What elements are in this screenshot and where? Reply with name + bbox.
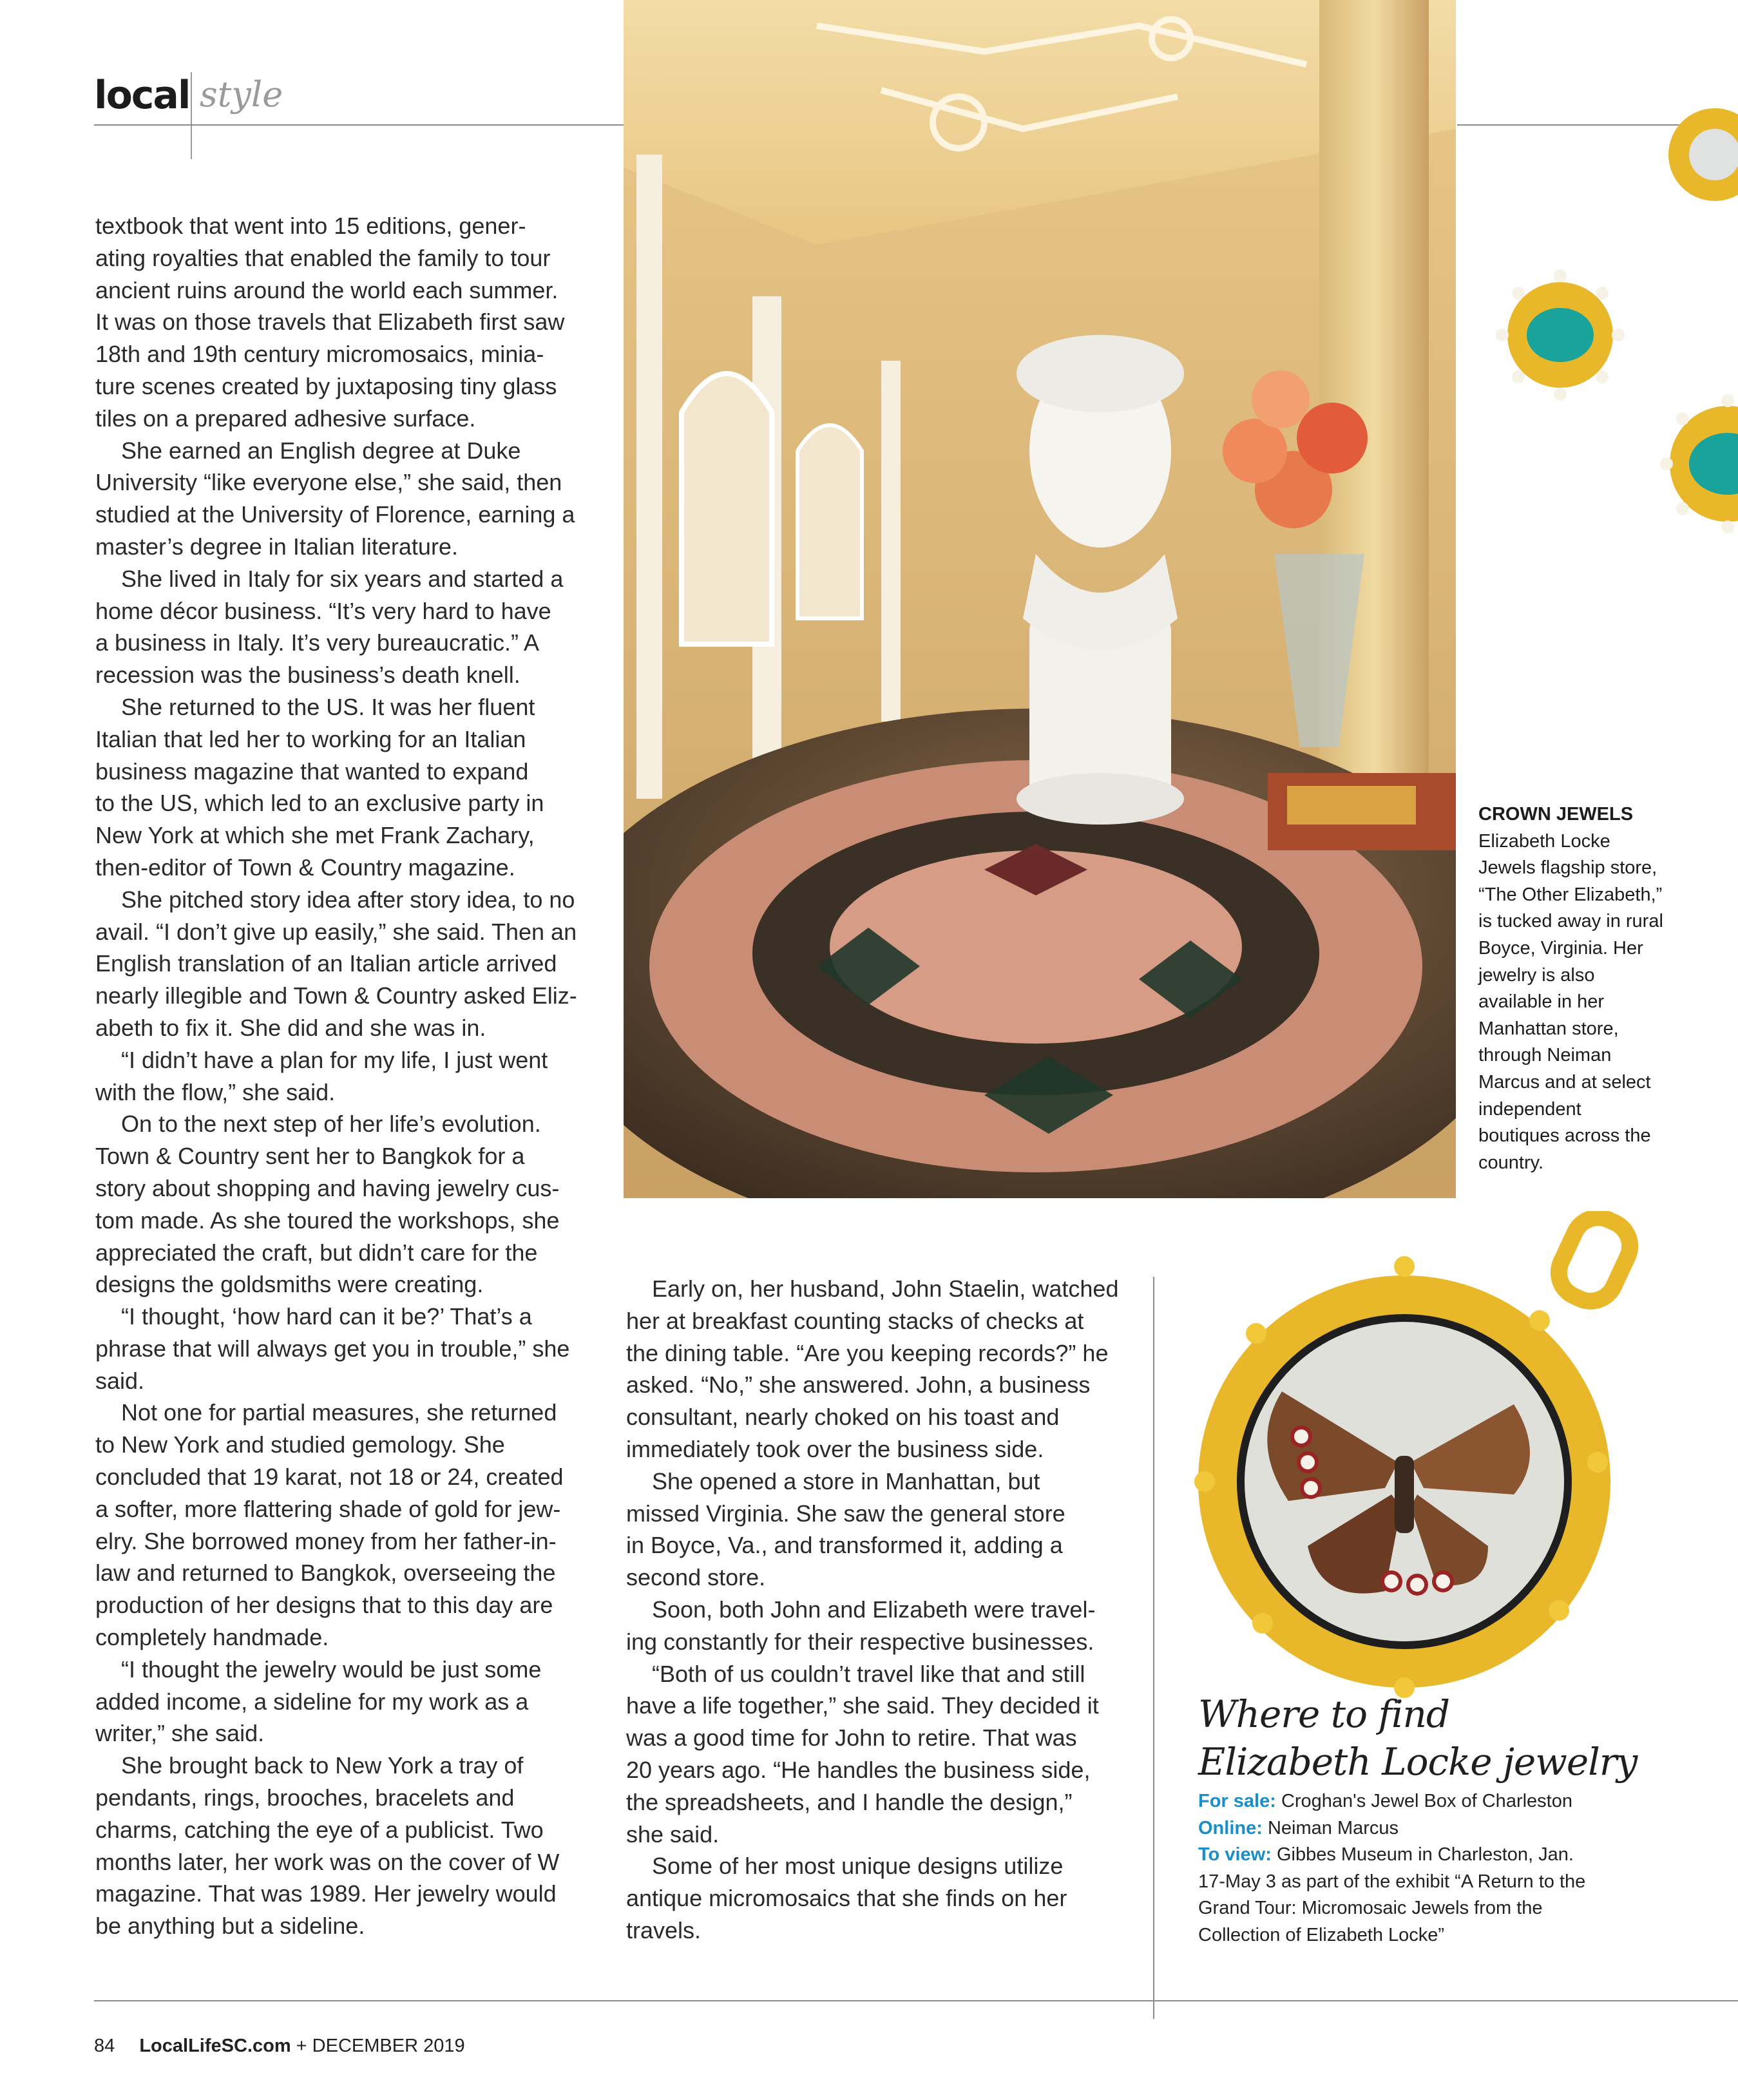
paragraph: She lived in Italy for six years and started a home décor business. “It’s very hard to have a business in Italy. It’s very bureaucratic.” A recession was the business’s death knell. xyxy=(95,565,564,689)
paragraph: textbook that went into 15 editions, gener- ating royalties that enabled the family to tour ancient ruins around the world each summer. It was on those travels that Elizabeth first saw 18th and 19th century micromosaics, minia- ture scenes created by juxtaposing tiny glass tiles on a prepared adhesive surface. xyxy=(95,213,565,432)
sidebar-info xyxy=(1198,1788,1604,1949)
paragraph: “I thought, ‘how hard can it be?’ That’s a phrase that will always get you in trouble,” she said. xyxy=(95,1303,570,1394)
for-sale-value: Croghan's Jewel Box of Charleston xyxy=(1281,1791,1572,1811)
online-value: Neiman Marcus xyxy=(1267,1817,1399,1838)
to-view-value: Gibbes Museum in Charleston, Jan. 17-May 3 as part of the exhibit “A Return to the Grand Tour: Micromosaic Jewels from the Collection of Elizabeth Locke” xyxy=(1198,1844,1586,1945)
paragraph: “Both of us couldn’t travel like that and still have a life together,” she said. They decided it was a good time for John to retire. That was 20 years ago. “He handles the business side, the spreadsheets, and I handle the design,” she said. xyxy=(626,1660,1099,1847)
article-column-1 xyxy=(95,210,598,1942)
paragraph: She returned to the US. It was her fluent Italian that led her to working for an Italian business magazine that wanted to expand to the US, which led to an exclusive party in New York at which she met Frank Zachary, then-editor of Town & Country magazine. xyxy=(95,693,544,881)
footer-separator: + xyxy=(296,2036,307,2056)
sidebar-heading xyxy=(1198,1690,1688,1786)
caption-text: Elizabeth Locke Jewels flagship store, “The Other Elizabeth,” is tucked away in rural Boyce, Virginia. Her jewelry is also available in her Manhattan store, through Neiman Marcus and at select independent boutiques across the country. xyxy=(1478,830,1663,1173)
main-photo xyxy=(624,0,1456,1198)
paragraph: Some of her most unique designs utilize antique micromosaics that she finds on her travels. xyxy=(626,1853,1067,1943)
section-name: style xyxy=(200,74,283,115)
for-sale-line xyxy=(1198,1788,1604,1815)
paragraph: Early on, her husband, John Staelin, watched her at breakfast counting stacks of checks at the dining table. “Are you keeping records?” he asked. “No,” she answered. John, a business consultant, nearly choked on his toast and immediately took over the business side. xyxy=(626,1275,1119,1462)
site-name: LocalLifeSC.com xyxy=(139,2036,291,2056)
sidebar-heading-line: Elizabeth Locke jewelry xyxy=(1198,1740,1638,1784)
logo-divider xyxy=(191,72,192,159)
footer-rule xyxy=(94,2000,1738,2001)
paragraph: She pitched story idea after story idea, to no avail. “I don’t give up easily,” she said. Then an English translation of an Italian article arrived nearly illegible and Town & Country asked Eliz- abeth to fix it. She did and she was in. xyxy=(95,886,577,1041)
caption-title: CROWN JEWELS xyxy=(1478,804,1634,825)
photo-caption xyxy=(1478,801,1665,1176)
earrings-photo xyxy=(1457,103,1738,548)
pendant-photo xyxy=(1179,1211,1656,1701)
page-number: 84 xyxy=(94,2036,115,2056)
paragraph: On to the next step of her life’s evolution. Town & Country sent her to Bangkok for a story about shopping and having jewelry cus- tom made. As she toured the workshops, she appreciated the craft, but didn’t care for the designs the goldsmiths were creating. xyxy=(95,1111,560,1298)
brand-logo: local xyxy=(94,73,190,118)
page-footer xyxy=(94,2036,465,2057)
header-rule xyxy=(94,124,624,126)
article-column-2 xyxy=(626,1273,1122,1947)
paragraph: “I thought the jewelry would be just some added income, a sideline for my work as a writer,” she said. xyxy=(95,1656,542,1747)
paragraph: She earned an English degree at Duke University “like everyone else,” she said, then studied at the University of Florence, earning a master’s degree in Italian literature. xyxy=(95,437,575,560)
paragraph: “I didn’t have a plan for my life, I just went with the flow,” she said. xyxy=(95,1046,548,1105)
paragraph: Soon, both John and Elizabeth were travel- ing constantly for their respective businesses. xyxy=(626,1596,1096,1655)
for-sale-label: For sale: xyxy=(1198,1791,1276,1811)
paragraph: Not one for partial measures, she returned to New York and studied gemology. She concluded that 19 karat, not 18 or 24, created a softer, more flattering shade of gold for jew- elry. She borrowed money from her father-in- law and returned to Bangkok, overseeing the production of her designs that to this day are completely handmade. xyxy=(95,1399,564,1651)
sidebar-heading-line: Where to find xyxy=(1198,1692,1449,1736)
online-line xyxy=(1198,1815,1604,1842)
paragraph: She brought back to New York a tray of pendants, rings, brooches, bracelets and charms, catching the eye of a publicist. Two months later, her work was on the cover of W magazine. That was 1989. Her jewelry would be anything but a sideline. xyxy=(95,1752,560,1940)
issue-date: DECEMBER 2019 xyxy=(312,2036,465,2056)
to-view-line xyxy=(1198,1842,1604,1949)
paragraph: She opened a store in Manhattan, but missed Virginia. She saw the general store in Boyce, Va., and transformed it, adding a second store. xyxy=(626,1467,1065,1591)
online-label: Online: xyxy=(1198,1817,1263,1838)
to-view-label: To view: xyxy=(1198,1844,1272,1866)
sidebar-divider xyxy=(1153,1277,1154,2019)
